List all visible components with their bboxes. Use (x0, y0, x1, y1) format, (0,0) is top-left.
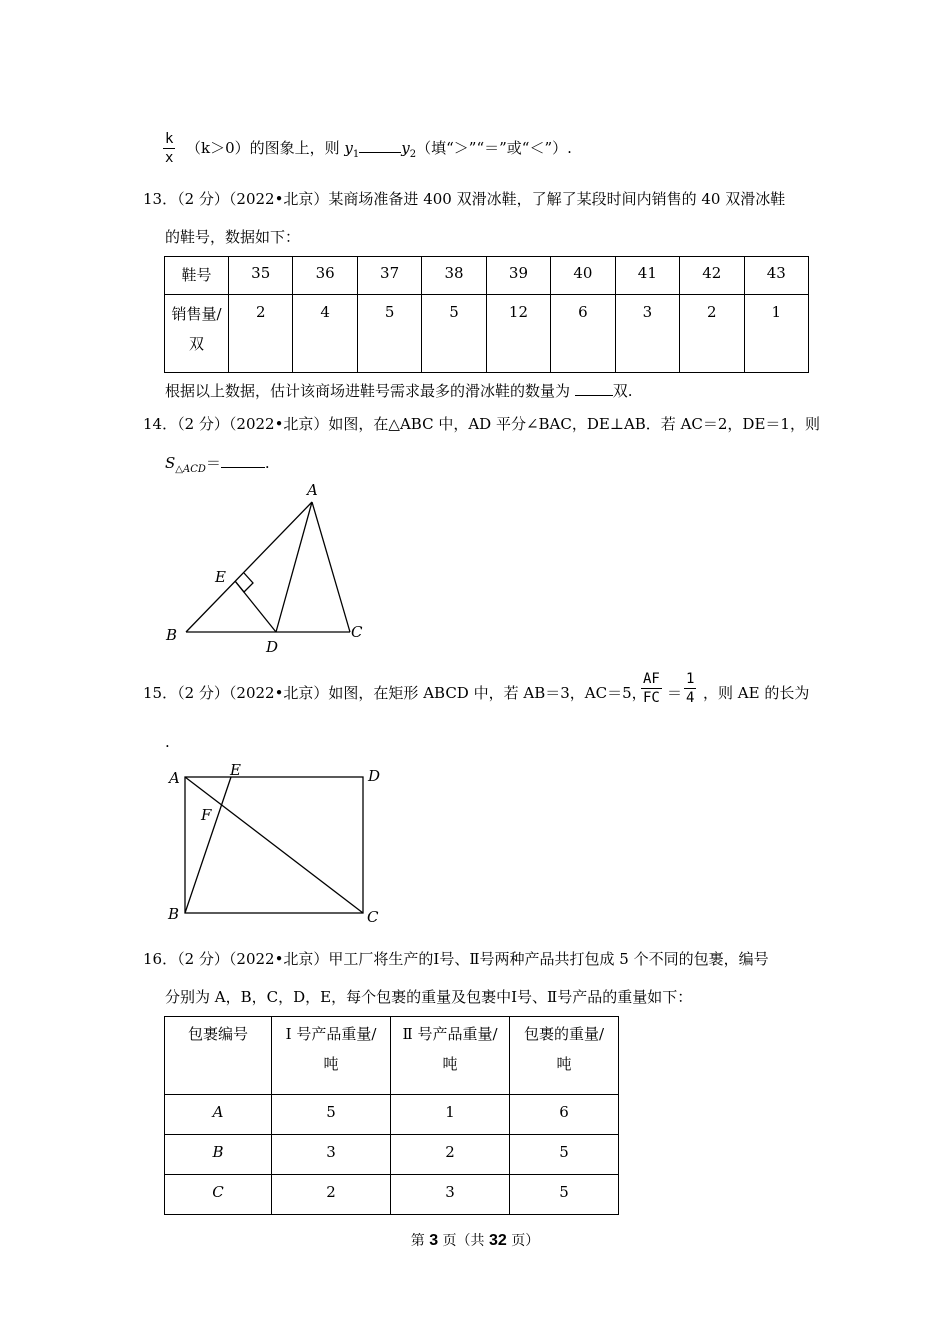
table-cell: 5 (510, 1175, 619, 1215)
table-cell: 12 (486, 295, 550, 373)
current-page-number: 3 (429, 1232, 439, 1249)
header-line1: Ⅰ 号产品重量/ (285, 1025, 377, 1043)
k-over-x-fraction (163, 130, 175, 167)
footer-middle: 页（共 (438, 1233, 489, 1249)
table-cell: 5 (510, 1135, 619, 1175)
package-id-cell: B (165, 1135, 272, 1175)
table-cell: 6 (510, 1095, 619, 1135)
label-c: C (351, 623, 363, 641)
q13-question-line2: 的鞋号，数据如下： (165, 228, 301, 246)
table-cell: 2 (229, 295, 293, 373)
table-row (165, 295, 809, 373)
header-line2: 吨 (323, 1055, 339, 1073)
q14-answer-blank[interactable] (221, 467, 265, 468)
footer-prefix: 第 (410, 1233, 430, 1249)
label-e: E (230, 761, 241, 779)
segment-ab (186, 502, 312, 632)
label-f: F (201, 806, 212, 824)
label-a: A (169, 769, 180, 787)
q16-question-line2: 分别为 A，B，C，D，E，每个包裹的重量及包裹中Ⅰ号、Ⅱ号产品的重量如下： (165, 988, 693, 1006)
q12-condition-line (186, 137, 572, 160)
fraction-numerator: 1 (686, 671, 695, 687)
table-cell: 5 (357, 295, 421, 373)
segment-be (185, 777, 231, 913)
total-page-number: 32 (489, 1232, 507, 1249)
area-symbol: S (165, 454, 176, 472)
header-line1: 包裹的重量/ (523, 1025, 605, 1043)
header-line1: 包裹编号 (187, 1025, 248, 1043)
y1-subscript: 1 (352, 149, 360, 160)
af-over-fc-fraction (641, 670, 662, 707)
fraction-numerator: AF (643, 671, 660, 687)
table-header-row (165, 1017, 619, 1095)
table-header-cell (510, 1017, 619, 1095)
q14-question-line1: 14．（2 分）（2022•北京）如图，在△ABC 中，AD 平分∠BAC，DE⊥AB．若 AC＝2，DE＝1，则 (143, 415, 820, 433)
fraction-denominator: x (165, 150, 174, 166)
table-cell: 3 (272, 1135, 391, 1175)
fraction-numerator: k (165, 131, 174, 147)
sales-header-line2: 双 (188, 335, 204, 353)
y2-symbol: y (401, 139, 410, 157)
q12-answer-blank[interactable] (359, 152, 401, 153)
table-cell: 1 (391, 1095, 510, 1135)
q15-question-line2: . (165, 733, 170, 751)
label-d: D (368, 767, 381, 785)
table-cell: 5 (272, 1095, 391, 1135)
equals-sign: ＝ (667, 684, 683, 702)
equals-sign: ＝ (205, 454, 221, 472)
table-header-cell (165, 1017, 272, 1095)
table-row (165, 1135, 619, 1175)
label-b: B (168, 905, 180, 923)
page-footer (0, 1230, 950, 1250)
y2-subscript: 2 (409, 149, 417, 160)
package-id-cell: C (165, 1175, 272, 1215)
q12-condition: （k＞0）的图象上，则 (186, 139, 345, 157)
table-cell: 2 (391, 1135, 510, 1175)
table-cell: 6 (551, 295, 615, 373)
label-d: D (266, 638, 279, 656)
table-cell: 1 (744, 295, 809, 373)
y1-symbol: y (344, 139, 353, 157)
table-cell: 4 (293, 295, 357, 373)
one-quarter-fraction (684, 670, 696, 707)
triangle-figure (160, 478, 380, 658)
q16-question-line1: 16．（2 分）（2022•北京）甲工厂将生产的Ⅰ号、Ⅱ号两种产品共打包成 5 个不同的包裹，编号 (143, 950, 769, 968)
table-header-cell: 鞋号 (165, 257, 229, 295)
table-cell: 5 (422, 295, 486, 373)
sales-header-cell (165, 295, 229, 373)
q12-fill-instruction: （填“＞”“＝”或“＜”）. (416, 139, 572, 157)
header-line2: 吨 (442, 1055, 458, 1073)
rectangle-figure (160, 760, 400, 930)
label-a: A (307, 481, 318, 499)
q13-after-line (165, 380, 633, 401)
package-id-cell: A (165, 1095, 272, 1135)
label-e: E (215, 568, 226, 586)
table-header-cell: 43 (744, 257, 809, 295)
diagonal-ac (185, 777, 363, 913)
q15-question-start: 15．（2 分）（2022•北京）如图，在矩形 ABCD 中，若 AB＝3，AC＝5， (143, 684, 647, 702)
table-header-cell: 39 (486, 257, 550, 295)
q13-after-unit: 双. (612, 382, 633, 400)
table-header-cell: 35 (229, 257, 293, 295)
q13-question-line1: 13．（2 分）（2022•北京）某商场准备进 400 双滑冰鞋，了解了某段时间内销售的 40 双滑冰鞋 (143, 190, 786, 208)
table-header-cell: 38 (422, 257, 486, 295)
table-header-cell: 37 (357, 257, 421, 295)
table-header-cell (272, 1017, 391, 1095)
table-row (165, 1175, 619, 1215)
package-weight-table (164, 1016, 619, 1215)
label-c: C (367, 908, 379, 926)
table-cell: 3 (615, 295, 679, 373)
table-cell: 3 (391, 1175, 510, 1215)
q13-answer-blank[interactable] (575, 395, 613, 396)
q13-after-text: 根据以上数据，估计该商场进鞋号需求最多的滑冰鞋的数量为 (165, 382, 575, 400)
period: . (264, 454, 270, 472)
table-row (165, 1095, 619, 1135)
area-subscript: △ACD (175, 464, 206, 475)
table-row (165, 257, 809, 295)
sales-header-line1: 销售量/ (171, 305, 222, 323)
table-header-cell: 36 (293, 257, 357, 295)
table-header-cell: 42 (680, 257, 744, 295)
table-header-cell: 41 (615, 257, 679, 295)
segment-ac (312, 502, 350, 632)
header-line2: 吨 (556, 1055, 572, 1073)
q15-question-end: ，则 AE 的长为 (703, 684, 810, 702)
right-angle-mark (235, 573, 253, 592)
header-line1: Ⅱ 号产品重量/ (402, 1025, 498, 1043)
label-b: B (166, 626, 178, 644)
fraction-denominator: 4 (686, 690, 695, 706)
shoe-size-table (164, 256, 809, 373)
table-cell: 2 (272, 1175, 391, 1215)
table-header-cell (391, 1017, 510, 1095)
table-cell: 2 (680, 295, 744, 373)
q14-area-line (165, 452, 270, 475)
table-header-cell: 40 (551, 257, 615, 295)
fraction-denominator: FC (643, 690, 660, 706)
footer-suffix: 页） (506, 1233, 540, 1249)
